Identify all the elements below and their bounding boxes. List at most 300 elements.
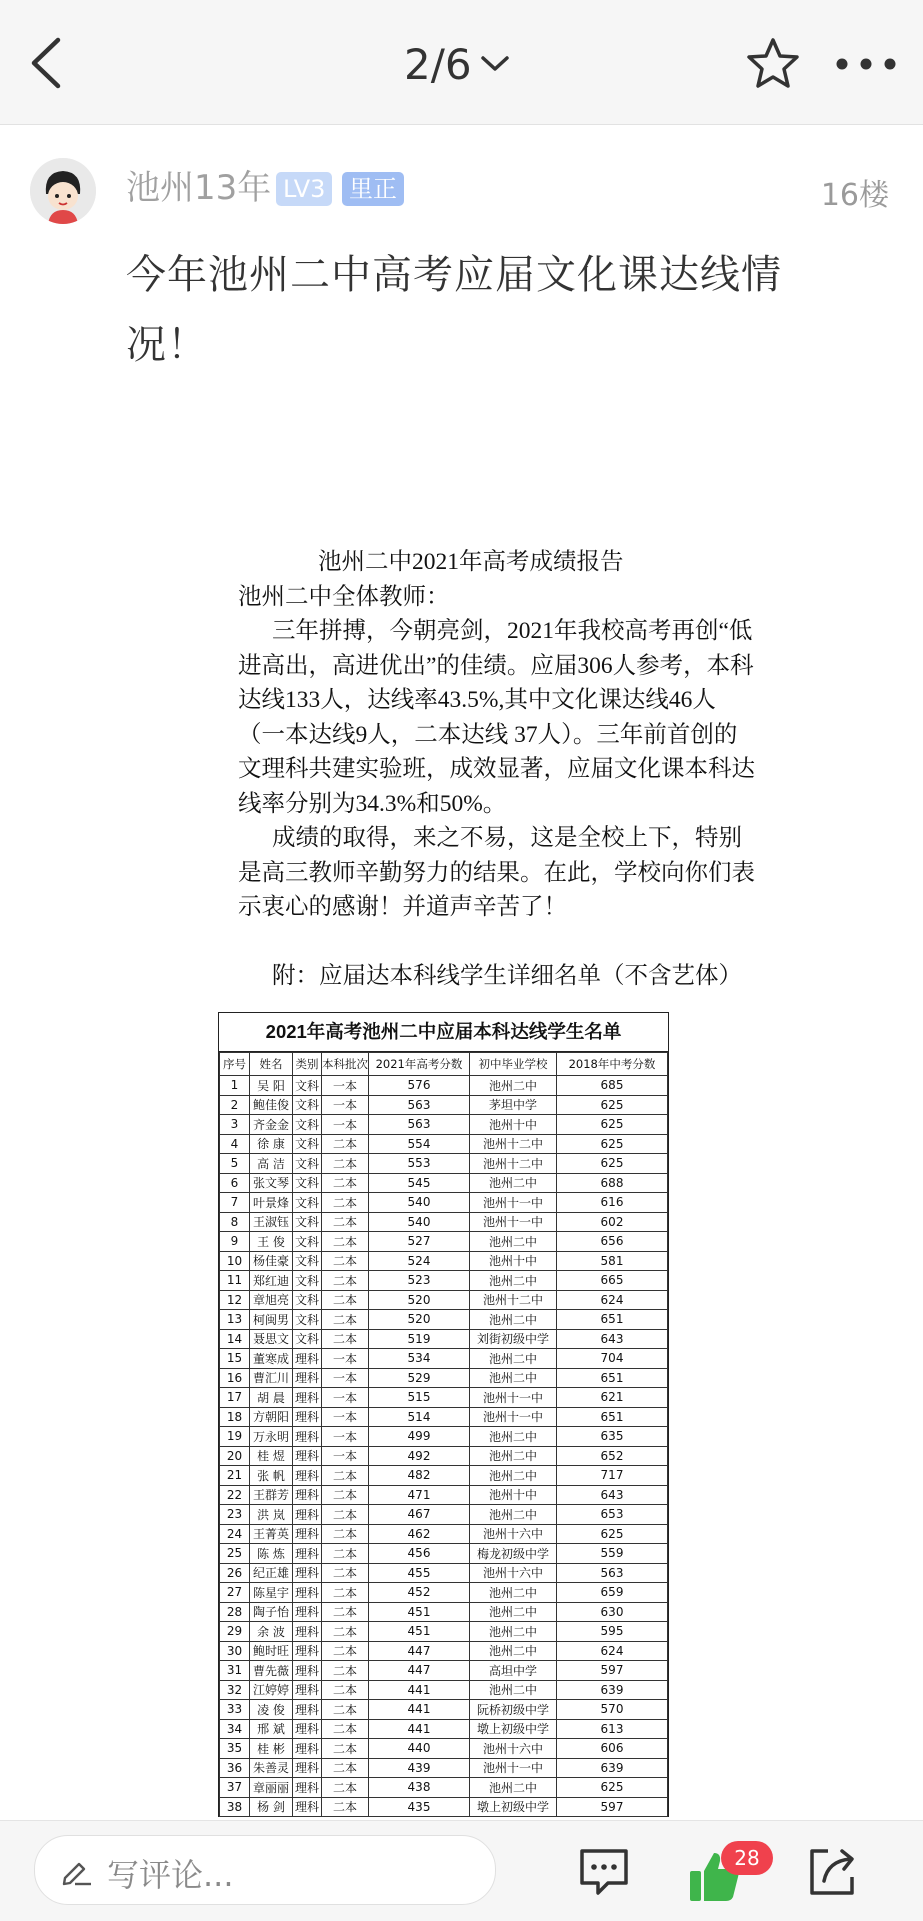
cell-middle-school: 墩上初级中学 xyxy=(470,1797,557,1817)
header-zhongkao-score: 2018年中考分数 xyxy=(557,1053,668,1076)
cell-batch: 二本 xyxy=(322,1778,369,1798)
cell-gaokao-score: 447 xyxy=(369,1641,470,1661)
cell-middle-school: 池州十一中 xyxy=(470,1758,557,1778)
cell-name: 江婷婷 xyxy=(250,1680,293,1700)
cell-name: 杨佳豪 xyxy=(250,1251,293,1271)
cell-category: 文科 xyxy=(293,1310,322,1330)
table-row xyxy=(220,1076,668,1096)
cell-batch: 一本 xyxy=(322,1115,369,1135)
attached-document[interactable] xyxy=(0,545,923,1820)
cell-gaokao-score: 441 xyxy=(369,1680,470,1700)
top-bar xyxy=(0,0,923,125)
cell-gaokao-score: 529 xyxy=(369,1368,470,1388)
cell-zhongkao-score: 559 xyxy=(557,1544,668,1564)
cell-index: 25 xyxy=(220,1544,250,1564)
cell-zhongkao-score: 597 xyxy=(557,1661,668,1681)
cell-gaokao-score: 462 xyxy=(369,1524,470,1544)
cell-index: 37 xyxy=(220,1778,250,1798)
cell-category: 文科 xyxy=(293,1251,322,1271)
cell-index: 36 xyxy=(220,1758,250,1778)
cell-category: 理科 xyxy=(293,1661,322,1681)
cell-index: 24 xyxy=(220,1524,250,1544)
cell-gaokao-score: 540 xyxy=(369,1212,470,1232)
cell-middle-school: 池州二中 xyxy=(470,1622,557,1642)
cell-batch: 一本 xyxy=(322,1446,369,1466)
table-row xyxy=(220,1583,668,1603)
cell-middle-school: 池州十一中 xyxy=(470,1388,557,1408)
cell-name: 陈 炼 xyxy=(250,1544,293,1564)
cell-middle-school: 阮桥初级中学 xyxy=(470,1700,557,1720)
cell-index: 22 xyxy=(220,1485,250,1505)
cell-index: 21 xyxy=(220,1466,250,1486)
cell-name: 章旭亮 xyxy=(250,1290,293,1310)
cell-zhongkao-score: 625 xyxy=(557,1134,668,1154)
cell-zhongkao-score: 659 xyxy=(557,1583,668,1603)
table-row xyxy=(220,1193,668,1213)
like-count: 28 xyxy=(721,1841,773,1875)
cell-name: 张文琴 xyxy=(250,1173,293,1193)
table-row xyxy=(220,1485,668,1505)
cell-index: 34 xyxy=(220,1719,250,1739)
cell-batch: 二本 xyxy=(322,1544,369,1564)
cell-batch: 二本 xyxy=(322,1232,369,1252)
cell-name: 曹汇川 xyxy=(250,1368,293,1388)
cell-zhongkao-score: 616 xyxy=(557,1193,668,1213)
cell-category: 文科 xyxy=(293,1232,322,1252)
cell-gaokao-score: 440 xyxy=(369,1739,470,1759)
cell-zhongkao-score: 624 xyxy=(557,1290,668,1310)
cell-name: 董寒成 xyxy=(250,1349,293,1369)
cell-batch: 二本 xyxy=(322,1173,369,1193)
cell-batch: 二本 xyxy=(322,1739,369,1759)
cell-index: 1 xyxy=(220,1076,250,1096)
cell-category: 文科 xyxy=(293,1076,322,1096)
table-row xyxy=(220,1524,668,1544)
cell-zhongkao-score: 651 xyxy=(557,1310,668,1330)
cell-category: 理科 xyxy=(293,1368,322,1388)
cell-category: 理科 xyxy=(293,1505,322,1525)
cell-category: 文科 xyxy=(293,1095,322,1115)
cell-gaokao-score: 439 xyxy=(369,1758,470,1778)
comments-button[interactable] xyxy=(576,1843,632,1903)
table-row xyxy=(220,1349,668,1369)
cell-gaokao-score: 456 xyxy=(369,1544,470,1564)
cell-category: 理科 xyxy=(293,1349,322,1369)
cell-batch: 二本 xyxy=(322,1602,369,1622)
cell-gaokao-score: 482 xyxy=(369,1466,470,1486)
cell-batch: 二本 xyxy=(322,1290,369,1310)
cell-gaokao-score: 447 xyxy=(369,1661,470,1681)
cell-category: 理科 xyxy=(293,1466,322,1486)
cell-category: 文科 xyxy=(293,1329,322,1349)
cell-name: 鲍佳俊 xyxy=(250,1095,293,1115)
cell-name: 高 洁 xyxy=(250,1154,293,1174)
cell-zhongkao-score: 685 xyxy=(557,1076,668,1096)
cell-middle-school: 高坦中学 xyxy=(470,1661,557,1681)
cell-gaokao-score: 520 xyxy=(369,1310,470,1330)
cell-name: 徐 康 xyxy=(250,1134,293,1154)
pencil-icon xyxy=(61,1856,93,1886)
cell-middle-school: 池州二中 xyxy=(470,1641,557,1661)
cell-index: 16 xyxy=(220,1368,250,1388)
cell-zhongkao-score: 613 xyxy=(557,1719,668,1739)
cell-category: 理科 xyxy=(293,1427,322,1447)
cell-middle-school: 梅龙初级中学 xyxy=(470,1544,557,1564)
cell-gaokao-score: 540 xyxy=(369,1193,470,1213)
cell-index: 11 xyxy=(220,1271,250,1291)
table-row xyxy=(220,1602,668,1622)
cell-name: 胡 晨 xyxy=(250,1388,293,1408)
cell-middle-school: 池州十六中 xyxy=(470,1524,557,1544)
cell-index: 17 xyxy=(220,1388,250,1408)
table-row xyxy=(220,1095,668,1115)
cell-category: 理科 xyxy=(293,1680,322,1700)
back-button[interactable] xyxy=(22,32,78,94)
floor-number: 16楼 xyxy=(820,178,889,213)
cell-batch: 二本 xyxy=(322,1641,369,1661)
cell-name: 吴 阳 xyxy=(250,1076,293,1096)
cell-zhongkao-score: 717 xyxy=(557,1466,668,1486)
cell-zhongkao-score: 621 xyxy=(557,1388,668,1408)
post-text: 今年池州二中高考应届文化课达线情况！ xyxy=(126,252,782,368)
table-row xyxy=(220,1368,668,1388)
table-row xyxy=(220,1758,668,1778)
cell-category: 理科 xyxy=(293,1622,322,1642)
cell-middle-school: 池州十一中 xyxy=(470,1407,557,1427)
cell-index: 26 xyxy=(220,1563,250,1583)
cell-name: 邢 斌 xyxy=(250,1719,293,1739)
cell-name: 齐金金 xyxy=(250,1115,293,1135)
cell-batch: 二本 xyxy=(322,1524,369,1544)
cell-middle-school: 池州二中 xyxy=(470,1427,557,1447)
cell-category: 理科 xyxy=(293,1544,322,1564)
cell-zhongkao-score: 625 xyxy=(557,1095,668,1115)
cell-name: 王群芳 xyxy=(250,1485,293,1505)
cell-index: 38 xyxy=(220,1797,250,1817)
cell-middle-school: 池州十二中 xyxy=(470,1154,557,1174)
cell-batch: 一本 xyxy=(322,1349,369,1369)
title-badge: 里正 xyxy=(342,172,404,206)
share-icon xyxy=(804,1843,860,1899)
cell-name: 叶景烽 xyxy=(250,1193,293,1213)
cell-zhongkao-score: 656 xyxy=(557,1232,668,1252)
cell-batch: 二本 xyxy=(322,1505,369,1525)
report-greeting: 池州二中全体教师： xyxy=(238,583,450,610)
cell-gaokao-score: 553 xyxy=(369,1154,470,1174)
cell-batch: 二本 xyxy=(322,1680,369,1700)
chevron-down-icon xyxy=(480,54,510,74)
table-row xyxy=(220,1446,668,1466)
cell-zhongkao-score: 653 xyxy=(557,1505,668,1525)
cell-middle-school: 池州二中 xyxy=(470,1446,557,1466)
cell-gaokao-score: 471 xyxy=(369,1485,470,1505)
cell-gaokao-score: 451 xyxy=(369,1622,470,1642)
cell-batch: 二本 xyxy=(322,1193,369,1213)
cell-category: 文科 xyxy=(293,1115,322,1135)
table-row xyxy=(220,1739,668,1759)
cell-category: 理科 xyxy=(293,1758,322,1778)
report-text xyxy=(238,545,758,993)
cell-batch: 二本 xyxy=(322,1583,369,1603)
cell-category: 文科 xyxy=(293,1193,322,1213)
cell-index: 28 xyxy=(220,1602,250,1622)
cell-index: 7 xyxy=(220,1193,250,1213)
cell-middle-school: 池州十中 xyxy=(470,1115,557,1135)
header-index: 序号 xyxy=(220,1053,250,1076)
cell-gaokao-score: 499 xyxy=(369,1427,470,1447)
cell-gaokao-score: 441 xyxy=(369,1719,470,1739)
table-row xyxy=(220,1134,668,1154)
cell-middle-school: 池州二中 xyxy=(470,1505,557,1525)
table-row xyxy=(220,1680,668,1700)
cell-category: 理科 xyxy=(293,1739,322,1759)
table-caption: 2021年高考池州二中应届本科达线学生名单 xyxy=(219,1013,668,1052)
cell-zhongkao-score: 624 xyxy=(557,1641,668,1661)
post-header xyxy=(0,154,923,234)
cell-category: 理科 xyxy=(293,1602,322,1622)
cell-gaokao-score: 514 xyxy=(369,1407,470,1427)
cell-middle-school: 茅坦中学 xyxy=(470,1095,557,1115)
cell-category: 理科 xyxy=(293,1700,322,1720)
cell-category: 理科 xyxy=(293,1583,322,1603)
favorite-button[interactable] xyxy=(744,36,802,92)
cell-zhongkao-score: 643 xyxy=(557,1485,668,1505)
cell-zhongkao-score: 630 xyxy=(557,1602,668,1622)
header-gaokao-score: 2021年高考分数 xyxy=(369,1053,470,1076)
cell-category: 理科 xyxy=(293,1446,322,1466)
cell-gaokao-score: 534 xyxy=(369,1349,470,1369)
cell-gaokao-score: 435 xyxy=(369,1797,470,1817)
cell-batch: 二本 xyxy=(322,1661,369,1681)
cell-index: 12 xyxy=(220,1290,250,1310)
cell-batch: 二本 xyxy=(322,1797,369,1817)
table-row xyxy=(220,1641,668,1661)
table-row xyxy=(220,1271,668,1291)
cell-index: 2 xyxy=(220,1095,250,1115)
header-name: 姓名 xyxy=(250,1053,293,1076)
cell-zhongkao-score: 625 xyxy=(557,1778,668,1798)
cell-batch: 一本 xyxy=(322,1095,369,1115)
cell-middle-school: 刘街初级中学 xyxy=(470,1329,557,1349)
header-middle-school: 初中毕业学校 xyxy=(470,1053,557,1076)
cell-middle-school: 池州二中 xyxy=(470,1583,557,1603)
cell-name: 郑红迪 xyxy=(250,1271,293,1291)
table-row xyxy=(220,1778,668,1798)
cell-category: 文科 xyxy=(293,1154,322,1174)
more-button[interactable] xyxy=(834,50,898,78)
table-row xyxy=(220,1329,668,1349)
page-indicator[interactable] xyxy=(404,38,510,90)
cell-middle-school: 池州二中 xyxy=(470,1778,557,1798)
cell-gaokao-score: 563 xyxy=(369,1095,470,1115)
cell-batch: 二本 xyxy=(322,1485,369,1505)
cell-batch: 二本 xyxy=(322,1622,369,1642)
cell-gaokao-score: 576 xyxy=(369,1076,470,1096)
cell-index: 10 xyxy=(220,1251,250,1271)
header-category: 类别 xyxy=(293,1053,322,1076)
table-row xyxy=(220,1310,668,1330)
cell-middle-school: 池州二中 xyxy=(470,1232,557,1252)
cell-middle-school: 池州二中 xyxy=(470,1349,557,1369)
cell-name: 陈星宇 xyxy=(250,1583,293,1603)
cell-name: 万永明 xyxy=(250,1427,293,1447)
cell-middle-school: 池州二中 xyxy=(470,1076,557,1096)
cell-name: 张 帆 xyxy=(250,1466,293,1486)
cell-index: 18 xyxy=(220,1407,250,1427)
table-row xyxy=(220,1797,668,1817)
cell-middle-school: 池州十六中 xyxy=(470,1563,557,1583)
star-icon xyxy=(744,36,802,92)
bottom-bar xyxy=(0,1820,923,1921)
cell-zhongkao-score: 639 xyxy=(557,1758,668,1778)
table-row xyxy=(220,1563,668,1583)
cell-middle-school: 池州十中 xyxy=(470,1251,557,1271)
cell-zhongkao-score: 625 xyxy=(557,1524,668,1544)
table-row xyxy=(220,1427,668,1447)
cell-gaokao-score: 492 xyxy=(369,1446,470,1466)
cell-batch: 二本 xyxy=(322,1466,369,1486)
cell-zhongkao-score: 581 xyxy=(557,1251,668,1271)
cell-zhongkao-score: 595 xyxy=(557,1622,668,1642)
cell-name: 余 波 xyxy=(250,1622,293,1642)
cell-gaokao-score: 524 xyxy=(369,1251,470,1271)
cell-zhongkao-score: 643 xyxy=(557,1329,668,1349)
cell-gaokao-score: 563 xyxy=(369,1115,470,1135)
cell-name: 聂思文 xyxy=(250,1329,293,1349)
cell-middle-school: 池州二中 xyxy=(470,1310,557,1330)
table-row xyxy=(220,1173,668,1193)
cell-batch: 一本 xyxy=(322,1368,369,1388)
page-indicator-text: 2/6 xyxy=(404,39,472,89)
cell-name: 王淑钰 xyxy=(250,1212,293,1232)
cell-category: 理科 xyxy=(293,1778,322,1798)
cell-name: 柯闽男 xyxy=(250,1310,293,1330)
cell-category: 理科 xyxy=(293,1719,322,1739)
cell-middle-school: 池州二中 xyxy=(470,1271,557,1291)
cell-middle-school: 池州十二中 xyxy=(470,1290,557,1310)
cell-middle-school: 池州二中 xyxy=(470,1466,557,1486)
level-badge: LV3 xyxy=(276,172,332,206)
cell-name: 方朝阳 xyxy=(250,1407,293,1427)
cell-zhongkao-score: 602 xyxy=(557,1212,668,1232)
table-row xyxy=(220,1505,668,1525)
cell-category: 文科 xyxy=(293,1290,322,1310)
cell-index: 13 xyxy=(220,1310,250,1330)
table-row xyxy=(220,1232,668,1252)
cell-name: 章丽丽 xyxy=(250,1778,293,1798)
author-name[interactable]: 池州13年 xyxy=(126,168,272,208)
cell-category: 文科 xyxy=(293,1212,322,1232)
cell-gaokao-score: 554 xyxy=(369,1134,470,1154)
cell-index: 31 xyxy=(220,1661,250,1681)
cell-batch: 二本 xyxy=(322,1329,369,1349)
cell-batch: 一本 xyxy=(322,1407,369,1427)
table-row xyxy=(220,1388,668,1408)
table-row xyxy=(220,1700,668,1720)
report-appendix: 附：应届达本科线学生详细名单（不含艺体） xyxy=(272,962,742,989)
back-arrow-icon xyxy=(22,32,78,94)
cell-zhongkao-score: 665 xyxy=(557,1271,668,1291)
student-table xyxy=(218,1012,669,1817)
cell-category: 文科 xyxy=(293,1271,322,1291)
cell-middle-school: 池州十一中 xyxy=(470,1193,557,1213)
cell-name: 陶子怡 xyxy=(250,1602,293,1622)
cell-name: 洪 岚 xyxy=(250,1505,293,1525)
cell-index: 15 xyxy=(220,1349,250,1369)
cell-zhongkao-score: 704 xyxy=(557,1349,668,1369)
cell-index: 30 xyxy=(220,1641,250,1661)
cell-zhongkao-score: 625 xyxy=(557,1154,668,1174)
cell-batch: 一本 xyxy=(322,1388,369,1408)
cell-batch: 二本 xyxy=(322,1563,369,1583)
cell-index: 19 xyxy=(220,1427,250,1447)
cell-category: 理科 xyxy=(293,1485,322,1505)
table-row xyxy=(220,1719,668,1739)
cell-batch: 二本 xyxy=(322,1758,369,1778)
cell-category: 文科 xyxy=(293,1173,322,1193)
table-header-row xyxy=(220,1053,668,1076)
cell-zhongkao-score: 651 xyxy=(557,1368,668,1388)
cell-category: 理科 xyxy=(293,1407,322,1427)
cell-index: 27 xyxy=(220,1583,250,1603)
cell-index: 32 xyxy=(220,1680,250,1700)
table-row xyxy=(220,1290,668,1310)
cell-zhongkao-score: 625 xyxy=(557,1115,668,1135)
cell-batch: 一本 xyxy=(322,1427,369,1447)
cell-name: 桂 煜 xyxy=(250,1446,293,1466)
cell-category: 理科 xyxy=(293,1797,322,1817)
share-button[interactable] xyxy=(804,1843,860,1903)
table-row xyxy=(220,1661,668,1681)
cell-gaokao-score: 515 xyxy=(369,1388,470,1408)
cell-index: 23 xyxy=(220,1505,250,1525)
cell-zhongkao-score: 652 xyxy=(557,1446,668,1466)
cell-category: 理科 xyxy=(293,1641,322,1661)
avatar-face-icon xyxy=(30,158,96,224)
comment-bubble-icon xyxy=(576,1843,632,1899)
cell-batch: 二本 xyxy=(322,1154,369,1174)
cell-name: 王菁英 xyxy=(250,1524,293,1544)
cell-middle-school: 池州十六中 xyxy=(470,1739,557,1759)
comment-input[interactable] xyxy=(34,1835,496,1905)
report-title: 池州二中2021年高考成绩报告 xyxy=(318,549,624,575)
comment-placeholder: 写评论... xyxy=(107,1856,234,1894)
cell-index: 3 xyxy=(220,1115,250,1135)
cell-batch: 二本 xyxy=(322,1271,369,1291)
cell-batch: 二本 xyxy=(322,1212,369,1232)
cell-batch: 二本 xyxy=(322,1251,369,1271)
cell-zhongkao-score: 639 xyxy=(557,1680,668,1700)
avatar[interactable] xyxy=(30,158,96,224)
cell-name: 凌 俊 xyxy=(250,1700,293,1720)
cell-middle-school: 池州十中 xyxy=(470,1485,557,1505)
header-batch: 本科批次 xyxy=(322,1053,369,1076)
cell-name: 曹先薇 xyxy=(250,1661,293,1681)
cell-gaokao-score: 520 xyxy=(369,1290,470,1310)
cell-middle-school: 池州二中 xyxy=(470,1173,557,1193)
cell-middle-school: 池州二中 xyxy=(470,1602,557,1622)
cell-gaokao-score: 455 xyxy=(369,1563,470,1583)
cell-index: 4 xyxy=(220,1134,250,1154)
cell-gaokao-score: 519 xyxy=(369,1329,470,1349)
cell-gaokao-score: 527 xyxy=(369,1232,470,1252)
cell-batch: 二本 xyxy=(322,1700,369,1720)
table-row xyxy=(220,1544,668,1564)
cell-batch: 二本 xyxy=(322,1134,369,1154)
cell-index: 29 xyxy=(220,1622,250,1642)
cell-name: 纪正雄 xyxy=(250,1563,293,1583)
cell-middle-school: 池州二中 xyxy=(470,1680,557,1700)
